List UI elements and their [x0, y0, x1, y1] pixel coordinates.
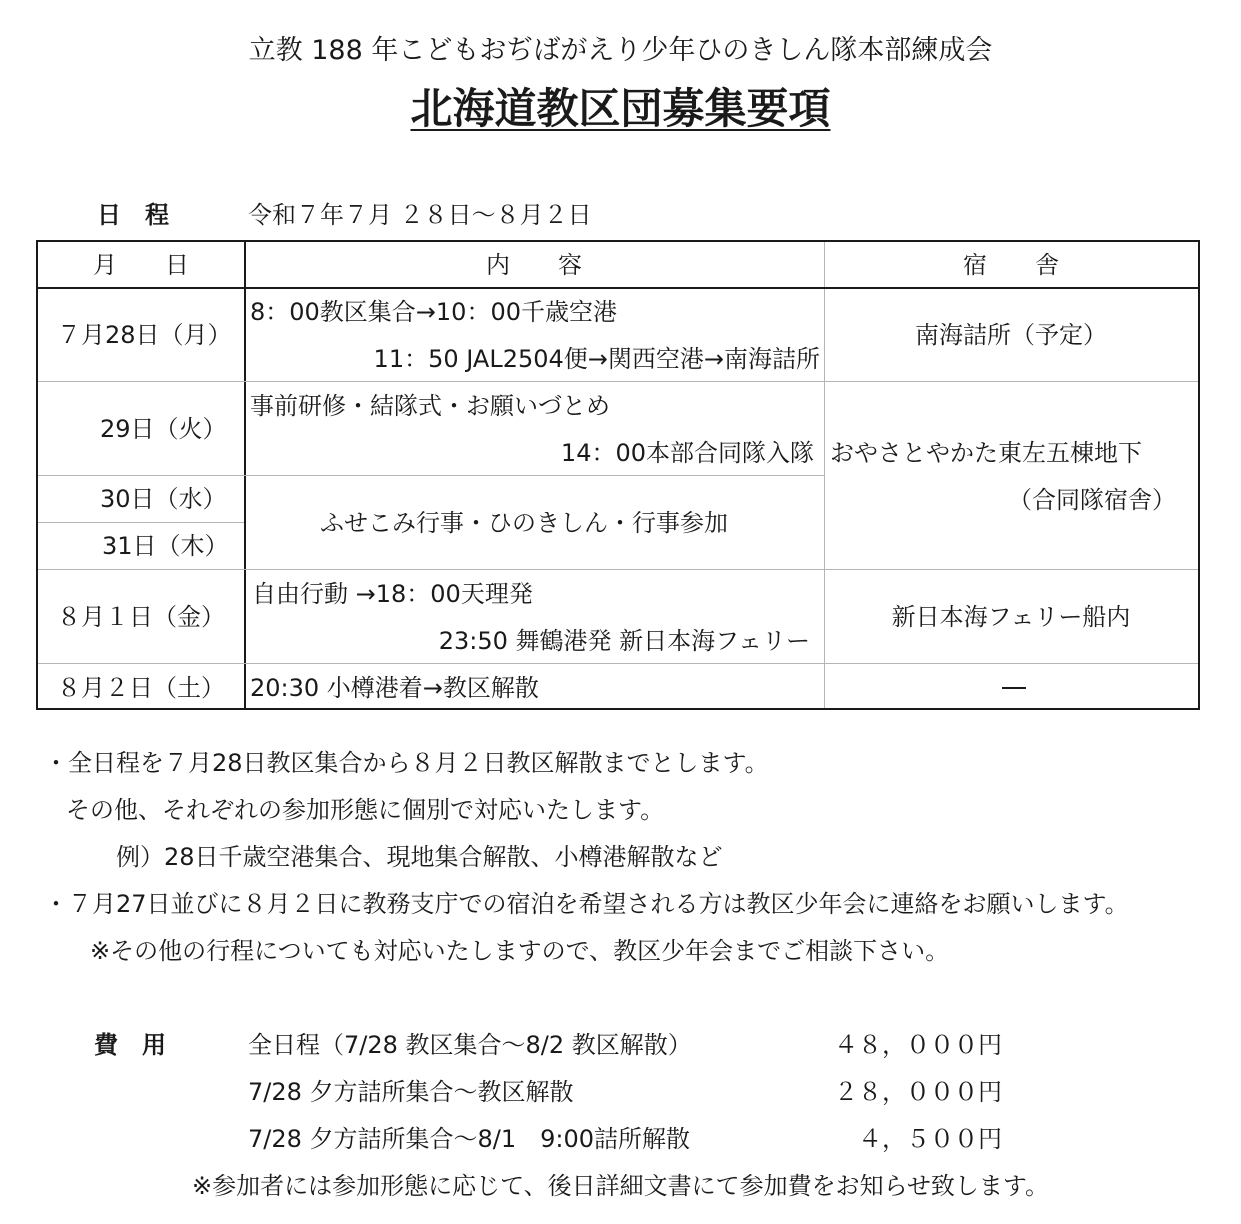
row-date: ８月２日（土）	[57, 674, 225, 702]
fee-price: ２８，０００円	[834, 1078, 1002, 1106]
row-content: ふせこみ行事・ひのきしん・行事参加	[320, 509, 728, 537]
row-date: 31日（木）	[102, 532, 229, 560]
table-row-line	[38, 663, 1198, 664]
fee-price: ４８，０００円	[834, 1031, 1002, 1059]
table-header-line	[38, 287, 1198, 289]
row-content: 20:30 小樽港着→教区解散	[250, 674, 539, 702]
fees-label: 費 用	[94, 1031, 166, 1059]
header-content: 内 容	[486, 251, 582, 279]
row-content: 8：00教区集合→10：00千歳空港	[250, 298, 617, 326]
row-date: 29日（火）	[100, 415, 227, 443]
note-line: ※その他の行程についても対応いたしますので、教区少年会までご相談下さい。	[90, 937, 950, 965]
schedule-dates: 令和７年７月 ２８日～８月２日	[248, 201, 592, 229]
row-lodging: 南海詰所（予定）	[915, 321, 1107, 349]
table-row-line	[38, 569, 1198, 570]
table-row-line	[38, 522, 244, 523]
fee-price: ４，５００円	[858, 1125, 1002, 1153]
table-divider-lodging	[824, 242, 825, 708]
note-line: ・７月27日並びに８月２日に教務支庁での宿泊を希望される方は教区少年会に連絡をお願いします。	[44, 890, 1129, 918]
row-date: ８月１日（金）	[57, 603, 225, 631]
schedule-label: 日 程	[97, 201, 169, 229]
row-lodging: （合同隊宿舎）	[1008, 486, 1176, 514]
note-line: 例）28日千歳空港集合、現地集合解散、小樽港解散など	[116, 843, 723, 871]
table-row-line	[38, 381, 1198, 382]
fee-desc: 7/28 夕方詰所集合～教区解散	[248, 1078, 574, 1106]
document-title-text: 北海道教区団募集要項	[410, 84, 831, 133]
note-line: その他、それぞれの参加形態に個別で対応いたします。	[66, 796, 665, 824]
note-line: ・全日程を７月28日教区集合から８月２日教区解散までとします。	[44, 749, 769, 777]
document-subtitle: 立教 188 年こどもおぢばがえり少年ひのきしん隊本部練成会	[248, 35, 993, 66]
row-content: 14：00本部合同隊入隊	[560, 439, 814, 467]
fees-note: ※参加者には参加形態に応じて、後日詳細文書にて参加費をお知らせ致します。	[192, 1172, 1049, 1200]
fee-desc: 7/28 夕方詰所集合～8/1 9:00詰所解散	[248, 1125, 691, 1153]
row-content: 23:50 舞鶴港発 新日本海フェリー	[438, 627, 810, 655]
fee-desc: 全日程（7/28 教区集合～8/2 教区解散）	[248, 1031, 692, 1059]
row-lodging: 新日本海フェリー船内	[891, 603, 1131, 631]
row-date: 30日（水）	[100, 485, 227, 513]
row-content: 自由行動 →18：00天理発	[252, 580, 533, 608]
row-content: 11：50 JAL2504便→関西空港→南海詰所	[373, 345, 820, 373]
table-row-line	[38, 475, 824, 476]
row-content: 事前研修・結隊式・お願いづとめ	[250, 392, 610, 420]
row-date: ７月28日（月）	[57, 321, 232, 349]
document-title	[0, 76, 1241, 136]
row-lodging: おやさとやかた東左五棟地下	[830, 439, 1142, 467]
empty-dash-mark	[1002, 687, 1026, 689]
header-date: 月 日	[93, 251, 189, 279]
header-lodging: 宿 舎	[963, 251, 1059, 279]
schedule-table	[36, 240, 1200, 710]
